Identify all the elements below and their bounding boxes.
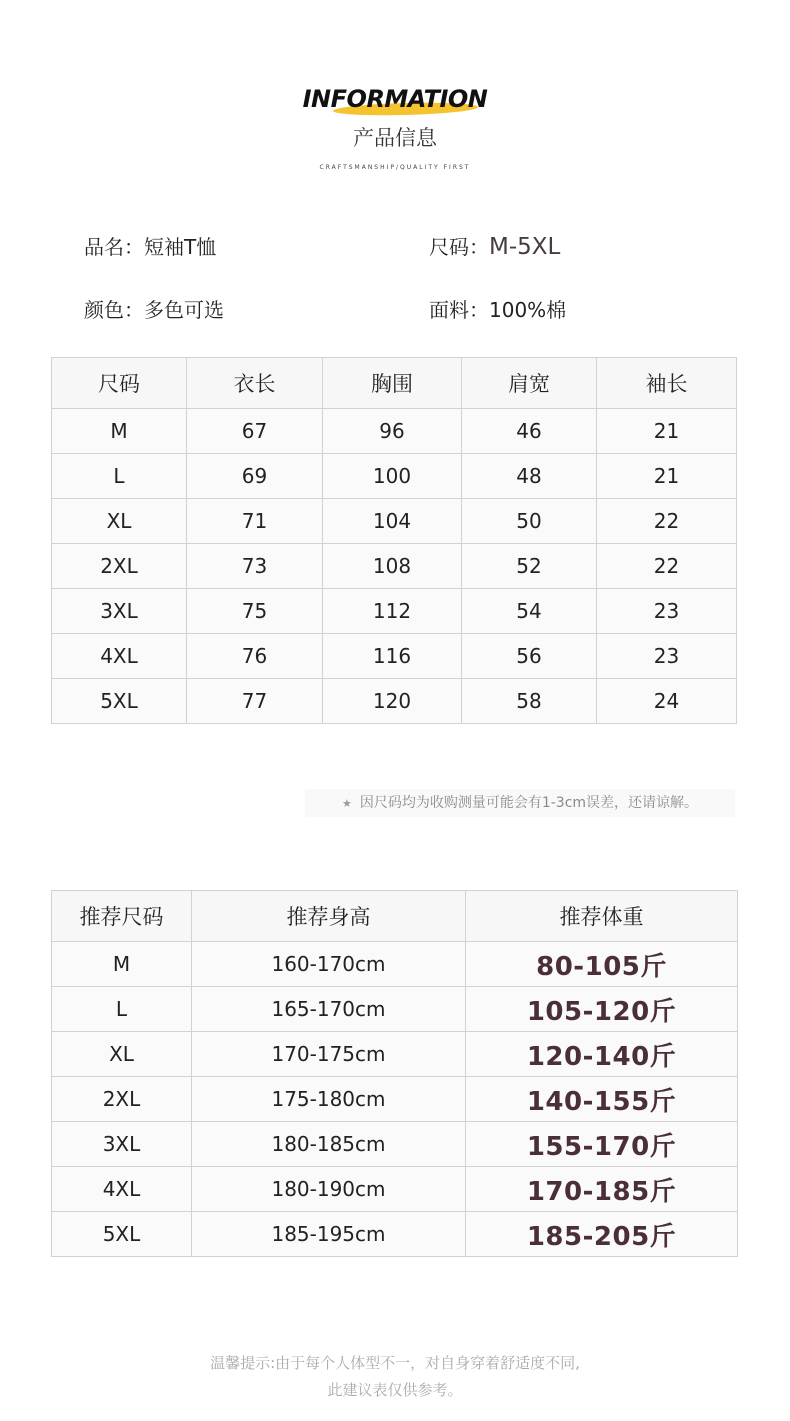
column-header: 推荐尺码 xyxy=(52,891,192,942)
table-cell: 71 xyxy=(187,499,323,544)
info-size-range xyxy=(429,233,560,261)
info-value: 多色可选 xyxy=(144,298,224,322)
table-cell: 165-170cm xyxy=(192,987,466,1032)
table-cell: 96 xyxy=(323,409,462,454)
table-row xyxy=(52,634,737,679)
weight-cell: 170-185斤 xyxy=(466,1167,738,1212)
table-cell: 23 xyxy=(597,589,737,634)
weight-cell: 120-140斤 xyxy=(466,1032,738,1077)
column-header: 衣长 xyxy=(187,358,323,409)
table-cell: 120 xyxy=(323,679,462,724)
column-header: 尺码 xyxy=(52,358,187,409)
info-label: 尺码： xyxy=(429,235,489,259)
table-cell: 175-180cm xyxy=(192,1077,466,1122)
table-cell: 22 xyxy=(597,544,737,589)
weight-cell: 140-155斤 xyxy=(466,1077,738,1122)
reminder-tip xyxy=(0,1350,790,1404)
table-cell: 116 xyxy=(323,634,462,679)
table-cell: 21 xyxy=(597,409,737,454)
table-cell: 108 xyxy=(323,544,462,589)
table-row xyxy=(52,1032,738,1077)
table-row xyxy=(52,499,737,544)
table-cell: 4XL xyxy=(52,1167,192,1212)
table-cell: 56 xyxy=(462,634,597,679)
info-label: 面料： xyxy=(429,298,489,322)
table-row xyxy=(52,1212,738,1257)
table-cell: 75 xyxy=(187,589,323,634)
table-cell: 3XL xyxy=(52,1122,192,1167)
table-row xyxy=(52,454,737,499)
table-cell: 76 xyxy=(187,634,323,679)
table-cell: 160-170cm xyxy=(192,942,466,987)
info-value: M-5XL xyxy=(489,234,561,260)
table-row xyxy=(52,679,737,724)
table-cell: 180-185cm xyxy=(192,1122,466,1167)
table-cell: 180-190cm xyxy=(192,1167,466,1212)
table-cell: 3XL xyxy=(52,589,187,634)
info-product-name xyxy=(84,233,216,261)
table-cell: M xyxy=(52,409,187,454)
table-header-row xyxy=(52,891,738,942)
table-cell: 170-175cm xyxy=(192,1032,466,1077)
brand-title: INFORMATION xyxy=(302,85,488,113)
info-fabric xyxy=(429,296,566,324)
column-header: 推荐体重 xyxy=(466,891,738,942)
table-cell: 24 xyxy=(597,679,737,724)
note-text: 因尺码均为收购测量可能会有1-3cm误差，还请谅解。 xyxy=(359,795,699,811)
table-cell: 23 xyxy=(597,634,737,679)
table-cell: 50 xyxy=(462,499,597,544)
column-header: 推荐身高 xyxy=(192,891,466,942)
table-row xyxy=(52,589,737,634)
table-cell: 112 xyxy=(323,589,462,634)
table-cell: 77 xyxy=(187,679,323,724)
table-cell: L xyxy=(52,454,187,499)
table-cell: 5XL xyxy=(52,1212,192,1257)
info-value: 短袖T恤 xyxy=(144,235,217,259)
table-cell: 52 xyxy=(462,544,597,589)
table-cell: XL xyxy=(52,499,187,544)
table-header-row xyxy=(52,358,737,409)
table-row xyxy=(52,987,738,1032)
info-label: 颜色： xyxy=(84,298,144,322)
table-cell: 69 xyxy=(187,454,323,499)
table-cell: 4XL xyxy=(52,634,187,679)
table-cell: 73 xyxy=(187,544,323,589)
table-cell: 54 xyxy=(462,589,597,634)
section-title-cn: 产品信息 xyxy=(353,126,437,150)
recommendation-table xyxy=(51,890,738,1257)
star-icon: ★ xyxy=(341,797,352,810)
column-header: 肩宽 xyxy=(462,358,597,409)
table-cell: 100 xyxy=(323,454,462,499)
brand-logo xyxy=(303,82,488,122)
table-cell: 21 xyxy=(597,454,737,499)
table-cell: 2XL xyxy=(52,1077,192,1122)
table-row xyxy=(52,1077,738,1122)
size-chart-table xyxy=(51,357,737,724)
column-header: 袖长 xyxy=(597,358,737,409)
table-cell: 48 xyxy=(462,454,597,499)
table-cell: L xyxy=(52,987,192,1032)
table-cell: M xyxy=(52,942,192,987)
table-row xyxy=(52,544,737,589)
measurement-note xyxy=(305,789,735,817)
weight-cell: 80-105斤 xyxy=(466,942,738,987)
table-cell: 22 xyxy=(597,499,737,544)
header xyxy=(0,82,790,172)
table-cell: 67 xyxy=(187,409,323,454)
weight-cell: 185-205斤 xyxy=(466,1212,738,1257)
weight-cell: 105-120斤 xyxy=(466,987,738,1032)
info-value: 100%棉 xyxy=(489,298,567,322)
table-row xyxy=(52,409,737,454)
table-row xyxy=(52,1167,738,1212)
tip-line: 此建议表仅供参考。 xyxy=(327,1381,463,1399)
table-cell: 185-195cm xyxy=(192,1212,466,1257)
tagline: CRAFTSMANSHIP/QUALITY FIRST xyxy=(319,164,471,171)
column-header: 胸围 xyxy=(323,358,462,409)
table-cell: XL xyxy=(52,1032,192,1077)
info-label: 品名： xyxy=(84,235,144,259)
table-cell: 46 xyxy=(462,409,597,454)
table-cell: 5XL xyxy=(52,679,187,724)
tip-line: 温馨提示:由于每个人体型不一，对自身穿着舒适度不同, xyxy=(210,1354,580,1372)
table-cell: 58 xyxy=(462,679,597,724)
table-row xyxy=(52,1122,738,1167)
table-cell: 2XL xyxy=(52,544,187,589)
table-cell: 104 xyxy=(323,499,462,544)
table-row xyxy=(52,942,738,987)
info-color xyxy=(84,296,224,324)
weight-cell: 155-170斤 xyxy=(466,1122,738,1167)
